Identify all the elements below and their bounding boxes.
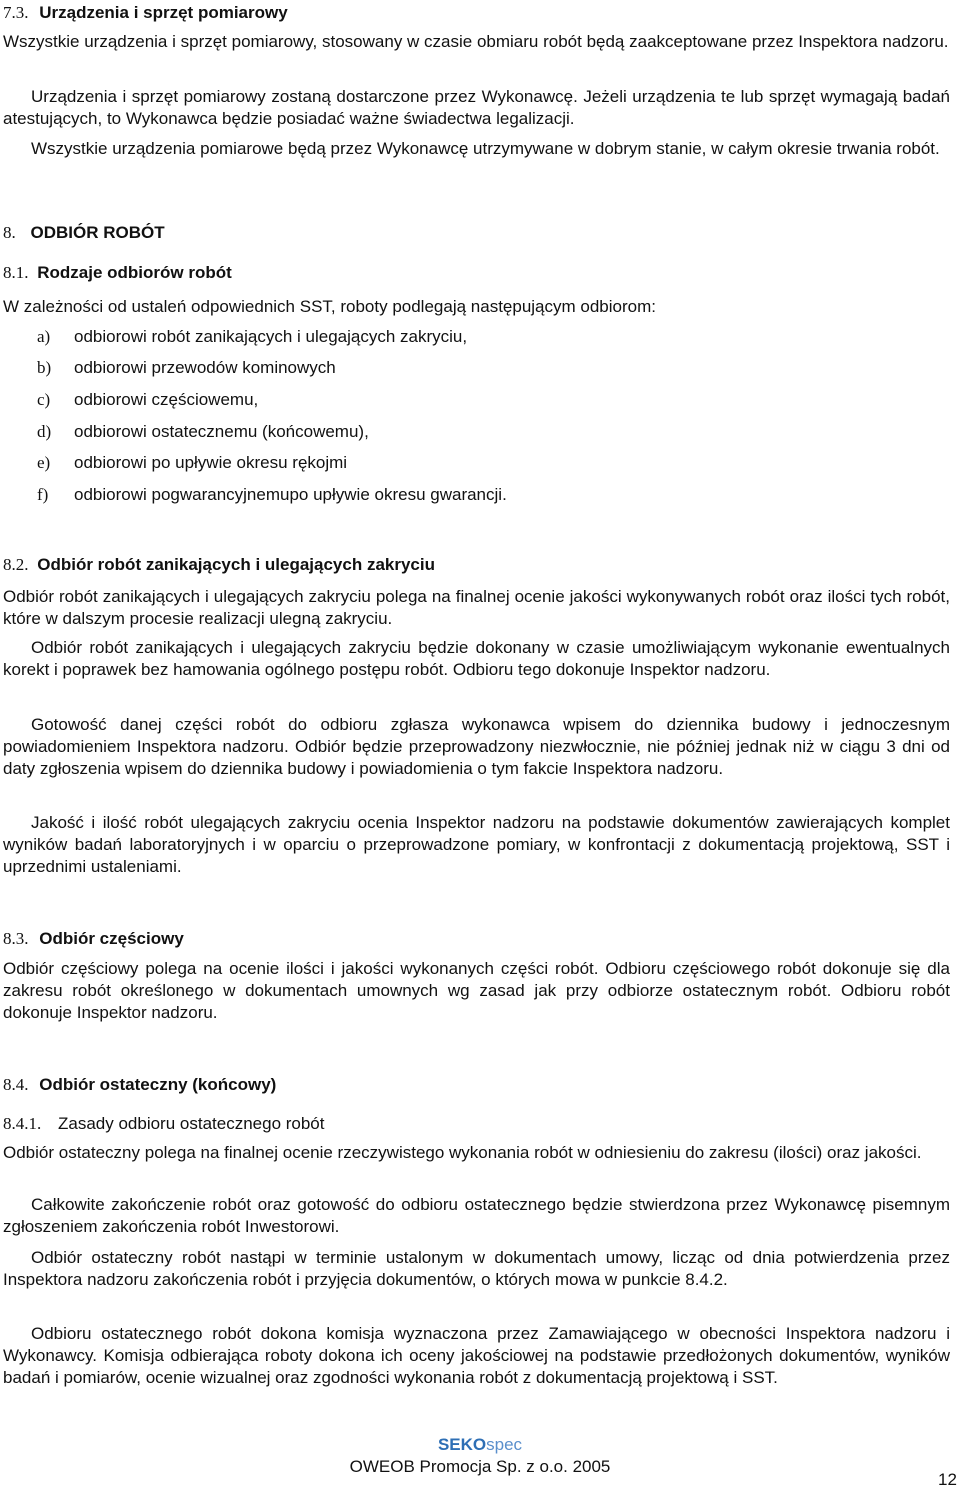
paragraph: Odbioru ostatecznego robót dokona komisja wyznaczona przez Zamawiającego w obecności Inspektora nadzoru i Wykonawcy. Komisja odbierająca roboty dokona ich oceny jakościowej na podstawie przedłożonych dokumentów, wyników badań i pomiarów, ocenie wizualnej oraz zgodności wykonania robót z dokumentacją projektową i SST.: [3, 1324, 950, 1387]
paragraph: Odbiór ostateczny robót nastąpi w terminie ustalonym w dokumentach umowy, licząc od dnia potwierdzenia przez Inspektora nadzoru zakończenia robót i przyjęcia dokumentów, o których mowa w punkcie 8.4.2.: [3, 1248, 950, 1289]
section-title: ODBIÓR ROBÓT: [30, 223, 165, 242]
heading-8-4: [3, 1074, 276, 1096]
list-text: odbiorowi ostatecznemu (końcowemu),: [74, 422, 369, 441]
section-number: 8.3.: [3, 929, 29, 948]
paragraph: Wszystkie urządzenia pomiarowe będą przez Wykonawcę utrzymywane w dobrym stanie, w całym okresie trwania robót.: [31, 139, 940, 158]
section-title: Urządzenia i sprzęt pomiarowy: [39, 3, 288, 22]
list-text: odbiorowi przewodów kominowych: [74, 358, 336, 377]
section-title: Odbiór częściowy: [39, 929, 184, 948]
section-title: Zasady odbioru ostatecznego robót: [57, 1114, 325, 1133]
list-item: [37, 357, 336, 379]
section-number: 8.2.: [3, 555, 29, 574]
list-marker: f): [37, 485, 49, 504]
list-text: odbiorowi robót zanikających i ulegających zakryciu,: [74, 327, 468, 346]
footer-brand: [0, 1434, 960, 1456]
paragraph: Odbiór częściowy polega na ocenie ilości i jakości wykonanych części robót. Odbioru częściowego robót dokonuje się dla zakresu robót określonego w dokumentach umownych wg zasad jak przy odbiorze ostatecznym robót. Odbioru robót dokonuje Inspektor nadzoru.: [3, 959, 950, 1022]
section-number: 8.4.1.: [3, 1114, 42, 1133]
list-marker: d): [37, 422, 52, 441]
paragraph: Odbiór robót zanikających i ulegających zakryciu będzie dokonany w czasie umożliwiającym wykonanie ewentualnych korekt i poprawek bez hamowania ogólnego postępu robót. Odbioru tego dokonuje Inspektor nadzoru.: [3, 638, 950, 679]
list-item: [37, 421, 369, 443]
heading-8: [3, 222, 165, 244]
list-text: odbiorowi częściowemu,: [74, 390, 259, 409]
brand-part-b: spec: [486, 1435, 523, 1454]
paragraph: Wszystkie urządzenia i sprzęt pomiarowy, stosowany w czasie obmiaru robót będą zaakceptowane przez Inspektora nadzoru.: [3, 32, 949, 51]
section-number: 8.: [3, 223, 16, 242]
paragraph: Urządzenia i sprzęt pomiarowy zostaną dostarczone przez Wykonawcę. Jeżeli urządzenia te lub sprzęt wymagają badań atestujących, to Wykonawca będzie posiadać ważne świadectwa legalizacji.: [3, 87, 950, 128]
list-text: odbiorowi pogwarancyjnemupo upływie okresu gwarancji.: [74, 485, 507, 504]
section-number: 7.3.: [3, 3, 29, 22]
paragraph: Odbiór ostateczny polega na finalnej ocenie rzeczywistego wykonania robót w odniesieniu do zakresu (ilości) oraz jakości.: [3, 1143, 922, 1162]
section-title: Rodzaje odbiorów robót: [37, 263, 232, 282]
paragraph: Całkowite zakończenie robót oraz gotowość do odbioru ostatecznego będzie stwierdzona przez Wykonawcę pisemnym zgłoszeniem zakończenia robót Inwestorowi.: [3, 1195, 950, 1236]
section-title: Odbiór robót zanikających i ulegających zakryciu: [37, 555, 435, 574]
page-number: 12: [938, 1470, 957, 1489]
list-item: [37, 326, 467, 348]
paragraph: Gotowość danej części robót do odbioru zgłasza wykonawca wpisem do dziennika budowy i jednoczesnym powiadomieniem Inspektora nadzoru. Odbiór będzie przeprowadzony niezwłocznie, nie później jednak niż w ciągu 3 dni od daty zgłoszenia wpisem do dziennika budowy i powiadomienia o tym fakcie Inspektora nadzoru.: [3, 715, 950, 778]
paragraph: Jakość i ilość robót ulegających zakryciu ocenia Inspektor nadzoru na podstawie dokumentów zawierających komplet wyników badań laboratoryjnych i w oparciu o przeprowadzone pomiary, w konfrontacji z dokumentacją projektową, SST i uprzednimi ustaleniami.: [3, 813, 950, 876]
list-marker: a): [37, 327, 51, 346]
list-item: [37, 484, 507, 506]
paragraph: Odbiór robót zanikających i ulegających zakryciu polega na finalnej ocenie jakości wykonywanych robót oraz ilości tych robót, które w dalszym procesie realizacji ulegną zakryciu.: [3, 587, 950, 628]
list-marker: b): [37, 358, 52, 377]
heading-8-1: [3, 262, 232, 284]
list-marker: c): [37, 390, 51, 409]
footer-company: OWEOB Promocja Sp. z o.o. 2005: [349, 1457, 611, 1476]
brand-logo: [438, 1435, 522, 1454]
list-text: odbiorowi po upływie okresu rękojmi: [74, 453, 348, 472]
heading-7-3: [3, 2, 288, 24]
heading-8-3: [3, 928, 184, 950]
list-item: [37, 452, 347, 474]
list-marker: e): [37, 453, 51, 472]
heading-8-4-1: [3, 1113, 325, 1135]
paragraph: W zależności od ustaleń odpowiednich SST, roboty podlegają następującym odbiorom:: [3, 297, 656, 316]
heading-8-2: [3, 554, 435, 576]
section-number: 8.1.: [3, 263, 29, 282]
brand-part-a: SEKO: [437, 1435, 487, 1454]
section-number: 8.4.: [3, 1075, 29, 1094]
section-title: Odbiór ostateczny (końcowy): [39, 1075, 277, 1094]
list-item: [37, 389, 258, 411]
